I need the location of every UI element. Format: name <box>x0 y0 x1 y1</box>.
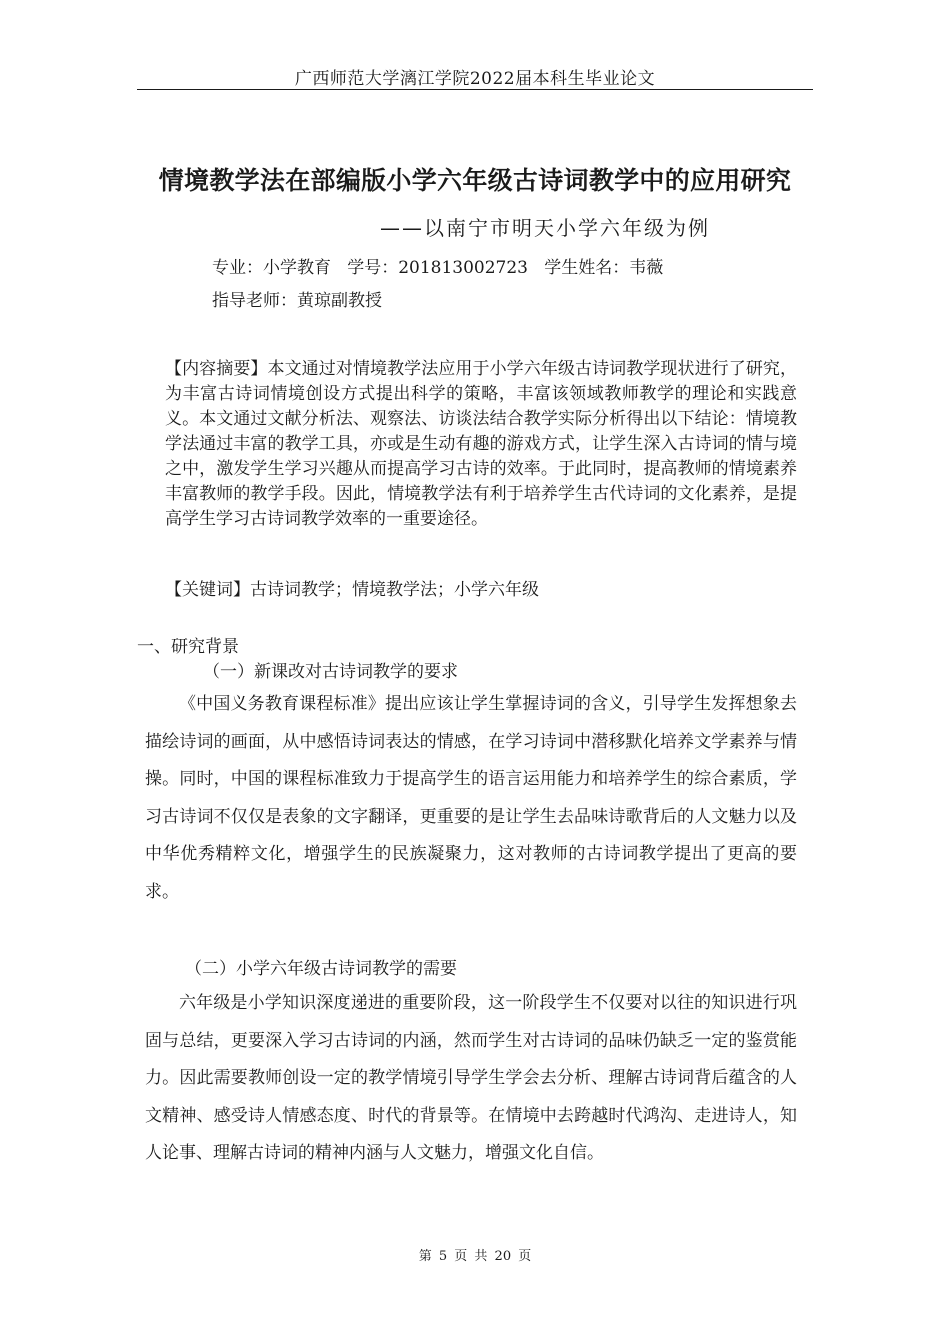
paper-subtitle: ——以南宁市明天小学六年级为例 <box>380 216 710 240</box>
paper-title: 情境教学法在部编版小学六年级古诗词教学中的应用研究 <box>158 166 792 195</box>
body-paragraph-1: 《中国义务教育课程标准》提出应该让学生掌握诗词的含义，引导学生发挥想象去描绘诗词的画面，从中感悟诗词表达的情感，在学习诗词中潜移默化培养文学素养与情操。同时，中国的课程标准致力于提高学生的语言运用能力和培养学生的综合素质，学习古诗词不仅仅是表象的文字翻译，更重要的是让学生去品味诗歌背后的人文魅力以及中华优秀精粹文化，增强学生的民族凝聚力，这对教师的古诗词教学提出了更高的要求。 <box>145 694 797 902</box>
page-number-footer: 第 5 页 共 20 页 <box>418 1249 532 1264</box>
section-heading: 一、研究背景 <box>137 637 239 657</box>
subsection-heading-1: （一）新课改对古诗词教学的要求 <box>203 662 458 682</box>
body-paragraph-2: 六年级是小学知识深度递进的重要阶段，这一阶段学生不仅要对以往的知识进行巩固与总结，更要深入学习古诗词的内涵，然而学生对古诗词的品味仍缺乏一定的鉴赏能力。因此需要教师创设一定的教学情境引导学生学会去分析、理解古诗词背后蕴含的人文精神、感受诗人情感态度、时代的背景等。在情境中去跨越时代鸿沟、走进诗人，知人论事、理解古诗词的精神内涵与人文魅力，增强文化自信。 <box>145 993 797 1163</box>
abstract-paragraph: 【内容摘要】本文通过对情境教学法应用于小学六年级古诗词教学现状进行了研究，为丰富古诗词情境创设方式提出科学的策略，丰富该领域教师教学的理论和实践意义。本文通过文献分析法、观察法、访谈法结合教学实际分析得出以下结论：情境教学法通过丰富的教学工具，亦或是生动有趣的游戏方式，让学生深入古诗词的情与境之中，激发学生学习兴趣从而提高学习古诗的效率。于此同时，提高教师的情境素养丰富教师的教学手段。因此，情境教学法有利于培养学生古代诗词的文化素养，是提高学生学习古诗词教学效率的一重要途径。 <box>165 359 797 529</box>
author-info-line: 专业：小学教育 学号：201813002723 学生姓名：韦薇 <box>212 258 664 278</box>
keywords-line: 【关键词】古诗词教学；情境教学法；小学六年级 <box>165 580 539 600</box>
header-divider <box>137 89 813 90</box>
advisor-info-line: 指导老师：黄琼副教授 <box>212 291 382 311</box>
running-header: 广西师范大学漓江学院2022届本科生毕业论文 <box>294 69 656 89</box>
subsection-heading-2: （二）小学六年级古诗词教学的需要 <box>185 959 457 979</box>
